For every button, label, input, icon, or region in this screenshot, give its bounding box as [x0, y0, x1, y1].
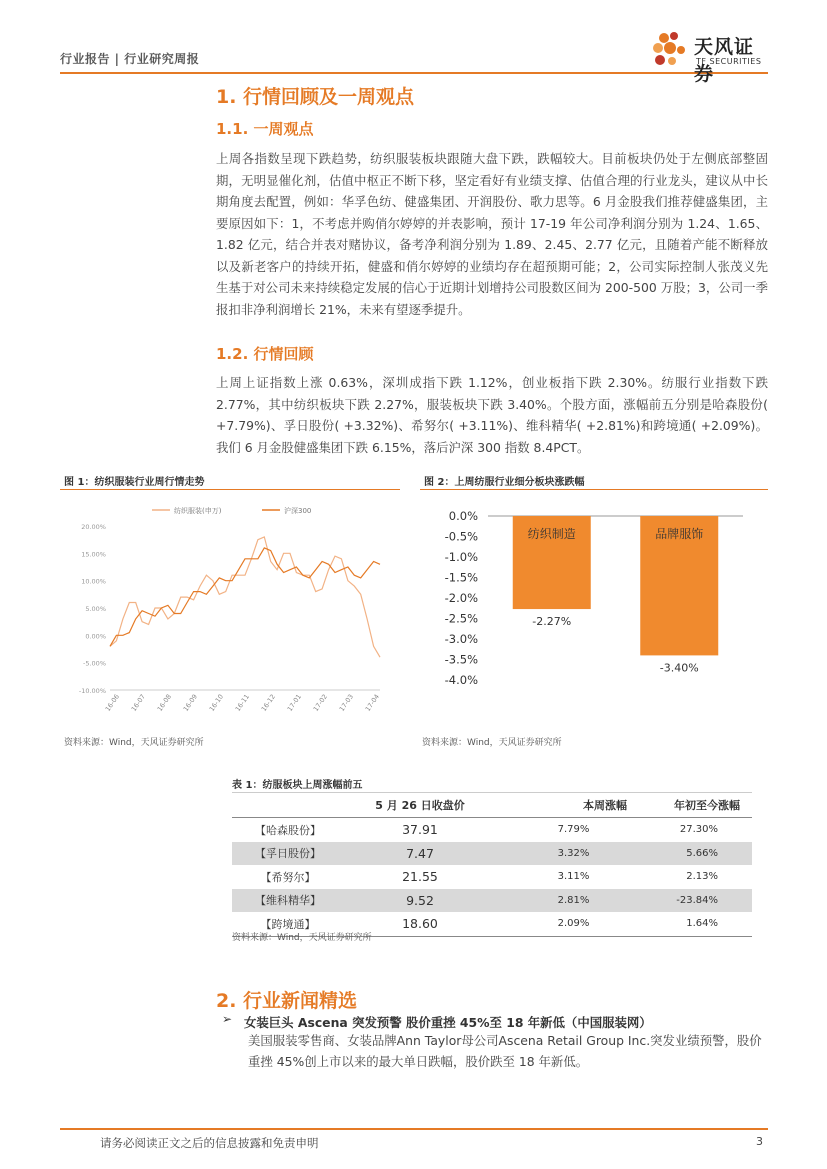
- table-cell-price: 9.52: [344, 889, 496, 913]
- table-1-title: 表 1：纺服板块上周涨幅前五: [232, 780, 363, 791]
- header-divider: [60, 72, 768, 74]
- y-tick-label: 10.00%: [81, 577, 106, 586]
- line-series: [110, 548, 380, 646]
- table-cell-stock: 【哈森股份】: [255, 823, 321, 837]
- table-cell-stock: 【孚日股份】: [232, 842, 344, 866]
- category-label: 品牌服饰: [655, 527, 704, 541]
- figure-2-source: 资料来源：Wind，天风证券研究所: [422, 738, 562, 748]
- table-cell-week: 3.32%: [496, 842, 651, 866]
- x-tick-label: 16-06: [103, 692, 122, 713]
- table-row: [232, 818, 752, 842]
- category-label: 纺织制造: [527, 527, 576, 541]
- x-tick-label: 16-12: [259, 692, 278, 713]
- y-tick-label: -3.0%: [444, 632, 478, 646]
- table-header-cell: 5 月 26 日收盘价: [344, 793, 496, 818]
- footer-divider: [60, 1128, 768, 1130]
- section-1-1-text: 上周各指数呈现下跌趋势，纺织服装板块跟随大盘下跌，跌幅较大。目前板块仍处于左侧底部整固期，无明显催化剂，估值中枢正不断下移，坚定看好有业绩支撑、估值合理的行业龙头，建议从中长期角度去配置，例如：华孚色纺、健盛集团、开润股份、歌力思等。6 月金股我们推荐健盛集团，主要原因如下：1，不考虑并购俏尔婷婷的并表影响，预计 17-19 年公司净利润分别为 1.24、1.65、1.82 亿元，结合并表对赌协议，备考净利润分别为 1.89、2.45、2.77 亿元，且随着产能不断释放以及新老客户的持续开拓，健盛和俏尔婷婷的业绩均存在超预期可能；2，公司实际控制人张茂义先生基于对公司未来持续稳定发展的信心于近期计划增持公司股数区间为 200-500 万股；3，公司一季报扣非净利润增长 21%，未来有望逐季提升。: [216, 151, 768, 317]
- table-header-cell: 年初至今涨幅: [651, 793, 752, 818]
- y-tick-label: 5.00%: [85, 605, 106, 613]
- table-1: [232, 792, 752, 937]
- table-cell-price: 21.55: [402, 869, 438, 885]
- table-row: [232, 842, 752, 866]
- section-1-title: 1. 行情回顾及一周观点: [216, 86, 415, 108]
- y-tick-label: -5.00%: [83, 659, 106, 668]
- figure-2-title: 图 2：上周纺服行业细分板块涨跌幅: [424, 477, 585, 488]
- table-cell-price: 7.47: [344, 842, 496, 866]
- legend-label: 纺织服装(申万): [174, 507, 222, 515]
- figure-2-chart: [420, 500, 760, 700]
- x-tick-label: 17-04: [363, 692, 382, 713]
- table-cell-ytd: 1.64%: [686, 918, 718, 930]
- logo-flower-icon: [650, 28, 694, 72]
- table-cell-ytd: 2.13%: [686, 871, 718, 883]
- table-row: [232, 865, 752, 889]
- section-2-title: 2. 行业新闻精选: [216, 990, 358, 1012]
- figure-1-rule: [60, 489, 400, 490]
- table-cell-week: 2.09%: [557, 918, 590, 930]
- y-tick-label: -4.0%: [444, 673, 478, 687]
- x-tick-label: 16-10: [207, 692, 226, 713]
- table-cell-week: 7.79%: [557, 824, 590, 836]
- y-tick-label: -3.5%: [444, 652, 478, 667]
- y-tick-label: 0.0%: [448, 509, 478, 523]
- table-header-cell: 本周涨幅: [496, 793, 651, 818]
- table-header-cell: [232, 793, 344, 818]
- news-title: 女装巨头 Ascena 突发预警 股价重挫 45%至 18 年新低（中国服装网）: [244, 1015, 652, 1030]
- table-cell-ytd: -23.84%: [651, 889, 752, 913]
- table-cell-stock: 【跨境通】: [260, 917, 316, 931]
- y-tick-label: 15.00%: [81, 550, 106, 559]
- figure-1-source: 资料来源：Wind，天风证券研究所: [64, 738, 204, 748]
- y-tick-label: -2.0%: [444, 591, 478, 605]
- table-cell-stock: 【维科精华】: [232, 889, 344, 913]
- x-tick-label: 16-08: [155, 692, 174, 713]
- table-1-source: 资料来源：Wind，天风证券研究所: [232, 933, 372, 943]
- bullet-arrow-icon: ➢: [222, 1012, 233, 1026]
- table-cell-week: 2.81%: [496, 889, 651, 913]
- table-row: [232, 889, 752, 913]
- y-tick-label: -1.5%: [444, 570, 478, 585]
- x-tick-label: 16-09: [181, 692, 200, 713]
- y-tick-label: 20.00%: [81, 523, 106, 531]
- table-cell-ytd: 5.66%: [651, 842, 752, 866]
- header-breadcrumb: 行业报告 | 行业研究周报: [60, 52, 200, 66]
- section-1-1-title: 1.1. 一周观点: [216, 120, 314, 138]
- logo-text-cn: 天风证券: [694, 36, 755, 85]
- company-logo: [650, 28, 770, 85]
- table-header-row: [232, 793, 752, 818]
- x-tick-label: 17-02: [311, 692, 330, 713]
- news-body: 美国服装零售商、女装品牌Ann Taylor母公司Ascena Retail Group Inc.突发业绩预警，股价重挫 45%创上市以来的最大单日跌幅，股价跌至 18 年新低。: [248, 1033, 762, 1069]
- x-tick-label: 16-07: [129, 692, 148, 713]
- table-cell-price: 37.91: [402, 822, 438, 838]
- section-1-2-text: 上周上证指数上涨 0.63%，深圳成指下跌 1.12%，创业板指下跌 2.30%。纺服行业指数下跌 2.77%，其中纺织板块下跌 2.27%，服装板块下跌 3.40%。个股方面，涨幅前五分别是哈森股份( +7.79%)、孚日股份( +3.32%)、希努尔( +3.11%)、维科精华( +2.81%)和跨境通( +2.09%)。我们 6 月金股健盛集团下跌 6.15%，落后沪深 300 指数 8.4PCT。: [216, 375, 768, 455]
- table-cell-price: 18.60: [402, 916, 438, 932]
- y-tick-label: -1.0%: [444, 550, 478, 564]
- y-tick-label: -10.00%: [78, 687, 106, 695]
- figure-2-rule: [420, 489, 768, 490]
- y-tick-label: -0.5%: [444, 529, 478, 544]
- x-tick-label: 16-11: [233, 692, 252, 713]
- x-tick-label: 17-03: [337, 692, 356, 713]
- x-tick-label: 17-01: [285, 692, 304, 713]
- footer-disclaimer: 请务必阅读正文之后的信息披露和免责申明: [100, 1136, 319, 1150]
- table-cell-ytd: 27.30%: [679, 824, 718, 836]
- figure-1-title: 图 1：纺织服装行业周行情走势: [64, 477, 205, 488]
- y-tick-label: 0.00%: [85, 632, 106, 641]
- table-cell-stock: 【希努尔】: [260, 870, 316, 884]
- bar-value-label: -2.27%: [532, 615, 572, 629]
- table-cell-week: 3.11%: [557, 871, 590, 883]
- figure-1-chart: [62, 496, 402, 726]
- line-series: [110, 537, 380, 657]
- bar-value-label: -3.40%: [659, 661, 699, 675]
- section-1-2-title: 1.2. 行情回顾: [216, 345, 314, 363]
- logo-text-en: TF SECURITIES: [696, 57, 762, 66]
- y-tick-label: -2.5%: [444, 611, 478, 626]
- legend-label: 沪深300: [284, 507, 312, 515]
- page-number: 3: [756, 1135, 763, 1148]
